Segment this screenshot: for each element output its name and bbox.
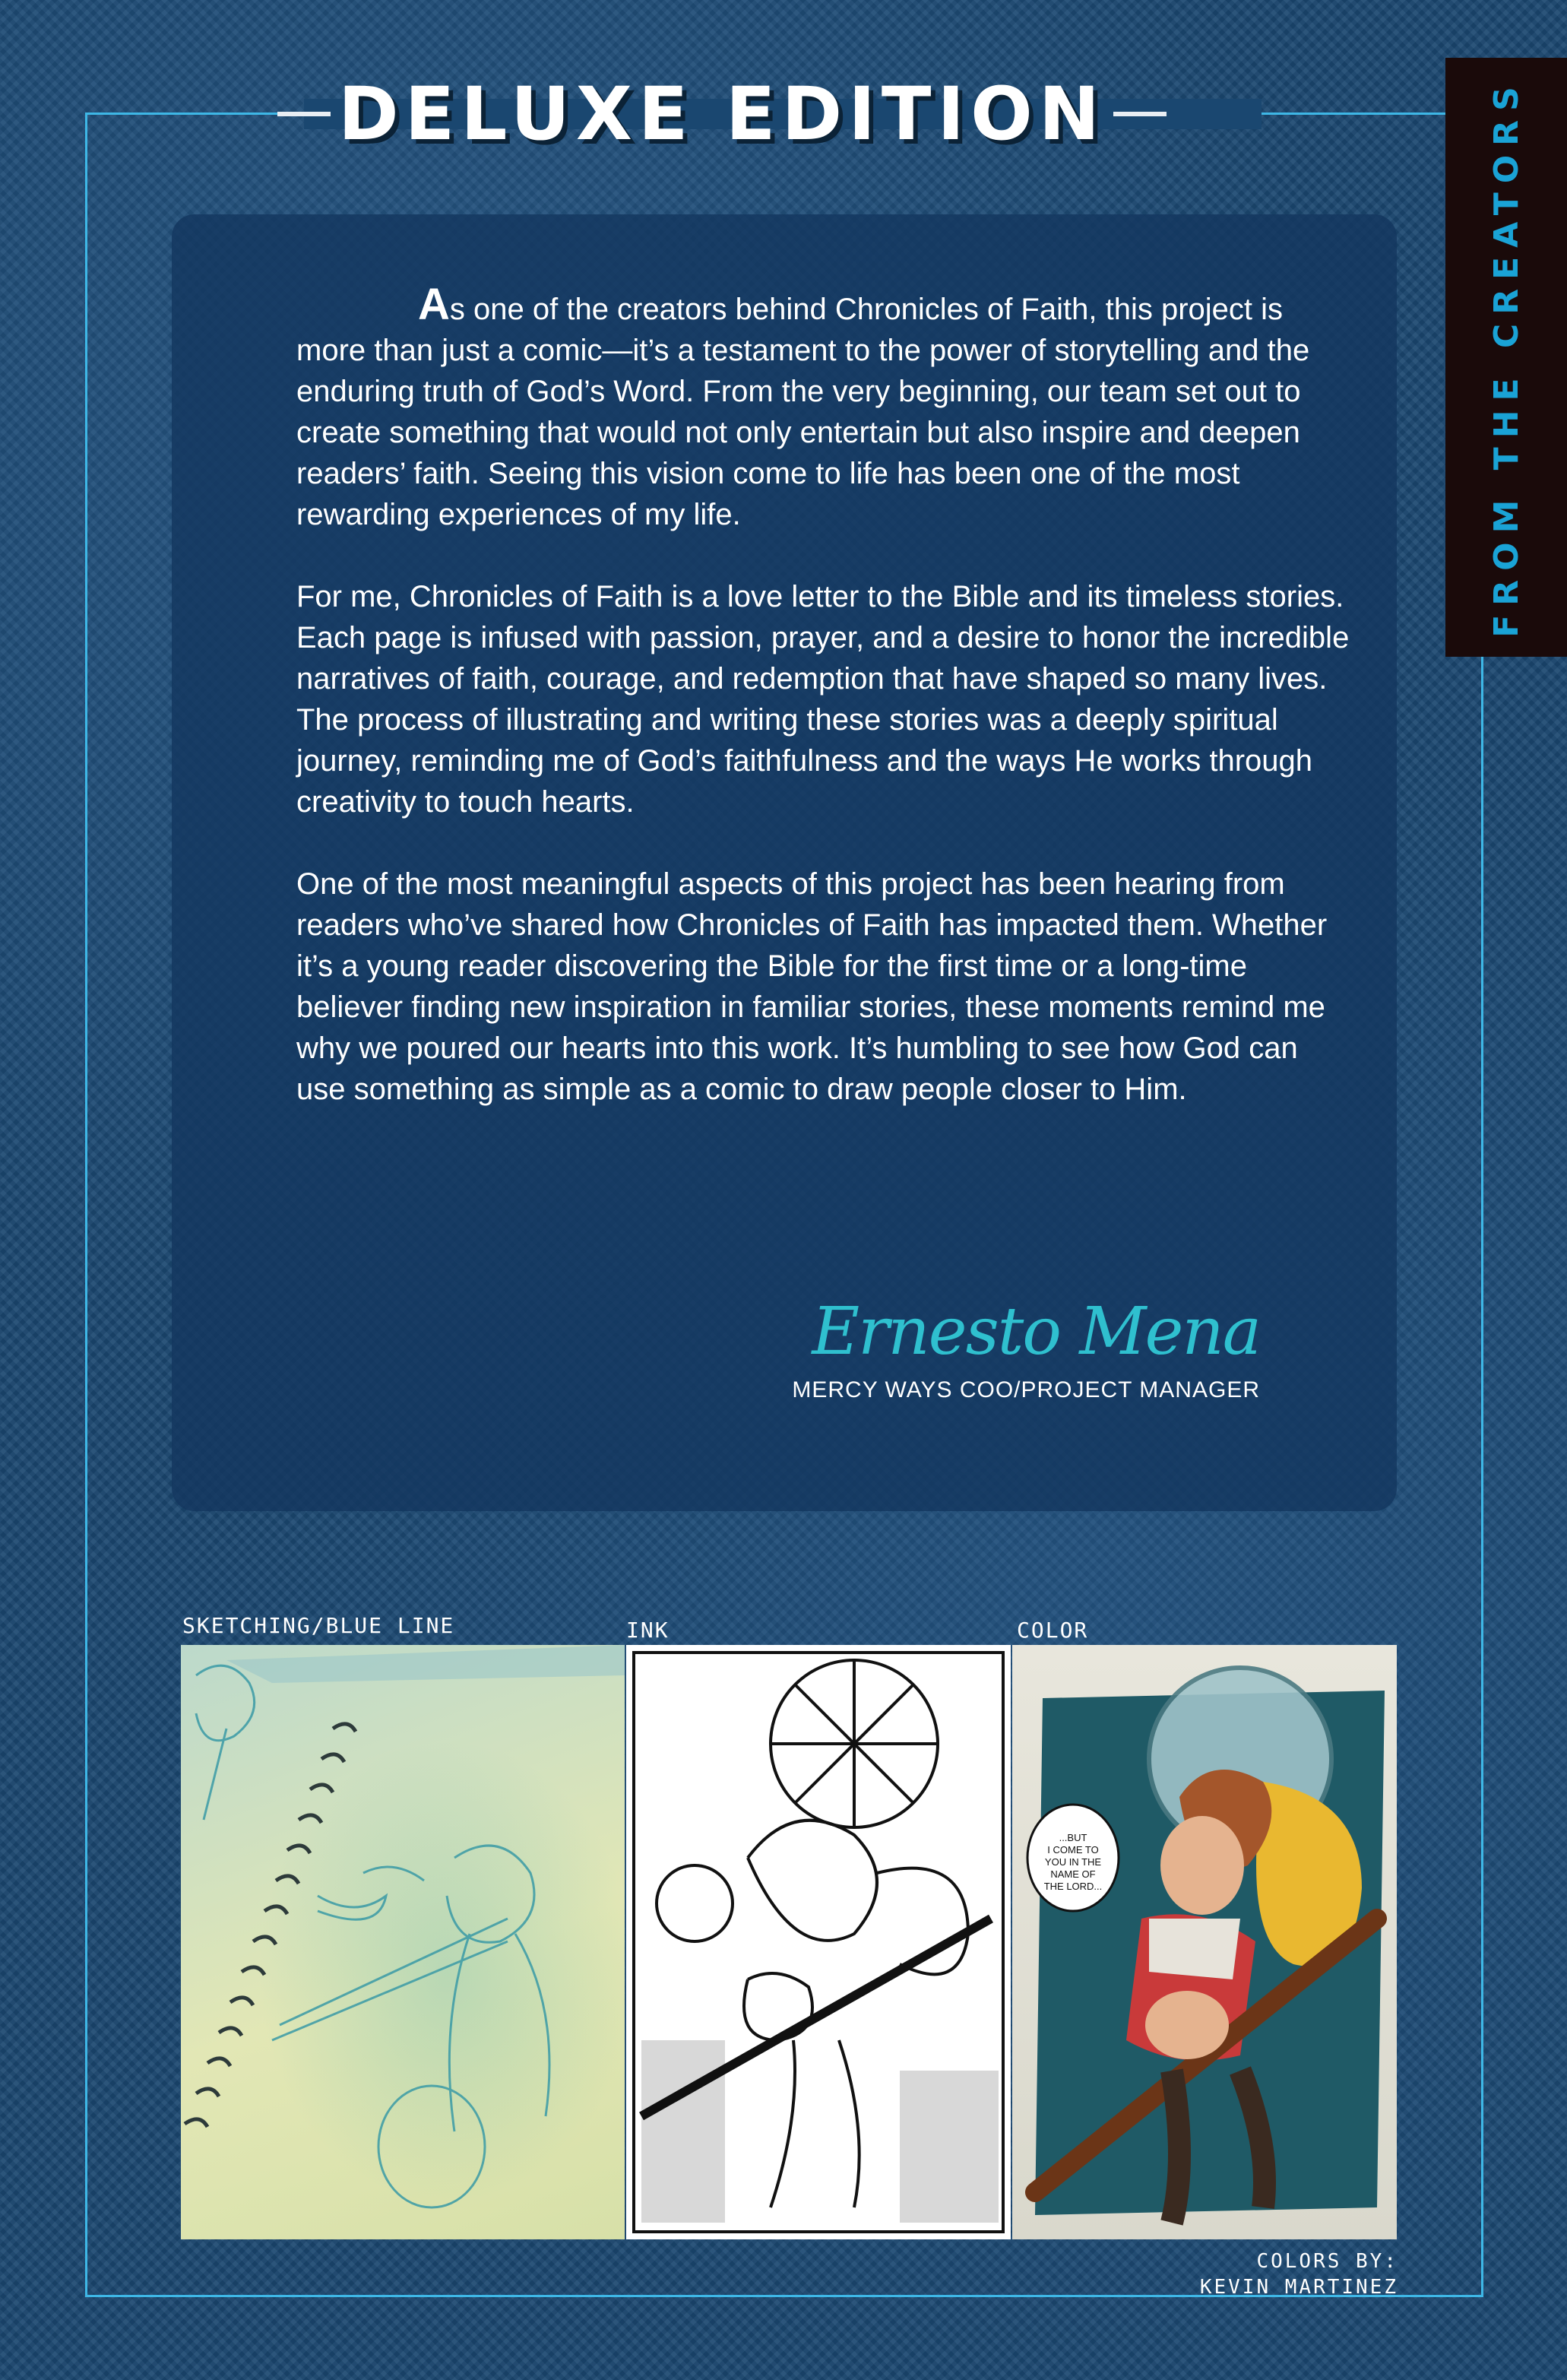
side-tab xyxy=(1445,58,1567,657)
signature: Ernesto Mena xyxy=(812,1294,1260,1370)
ink-artwork xyxy=(626,1645,1011,2239)
title-rule-right xyxy=(1113,112,1167,116)
title-band xyxy=(0,61,1444,167)
sketch-artwork xyxy=(181,1645,625,2239)
signature-caption: MERCY WAYS COO/PROJECT MANAGER xyxy=(792,1377,1260,1402)
letter-body xyxy=(296,280,1353,1151)
credits-line-1: COLORS BY: xyxy=(1256,2250,1398,2273)
speech-bubble-text: ...BUT I COME TO YOU IN THE NAME OF THE LORD... xyxy=(1043,1832,1103,1892)
letter-panel xyxy=(172,214,1397,1511)
credits-line-2: KEVIN MARTINEZ xyxy=(1199,2276,1398,2299)
letter-paragraph-3: One of the most meaningful aspects of this project has been hearing from readers who’ve shared how Chronicles of Faith has impacted them. Whether it’s a young reader discovering the Bible for the first time or a long-time believer finding new inspiration in familiar stories, these moments remind me why we poured our hearts into this work. It’s humbling to see how God can use something as simple as a comic to draw people closer to Him. xyxy=(296,867,1328,1106)
color-artwork xyxy=(1012,1645,1397,2239)
ink-illustration xyxy=(626,1645,1011,2239)
letter-paragraph-1-text: s one of the creators behind Chronicles of Faith, this project is more than just a comic—it’s a testament to the power of storytelling and the enduring truth of God’s Word. From the very beginning, our team set out to create something that would not only entertain but also inspire and deepen readers’ faith. Seeing this vision come to life has been one of the most rewarding experiences of my life. xyxy=(296,293,1310,531)
label-ink: INK xyxy=(626,1618,670,1643)
color-credits xyxy=(1200,2248,1398,2300)
title-rule-left xyxy=(277,112,331,116)
drop-cap: A xyxy=(418,280,450,329)
side-tab-label: FROM THE CREATORS xyxy=(1486,77,1526,638)
letter-paragraph-1 xyxy=(296,280,1353,535)
label-sketching: SKETCHING/BLUE LINE xyxy=(182,1613,455,1638)
label-color: COLOR xyxy=(1017,1618,1089,1643)
notebook-spiral xyxy=(185,1724,356,2127)
letter-paragraph-2: For me, Chronicles of Faith is a love letter to the Bible and its timeless stories. Each page is infused with passion, prayer, and a desire to honor the incredible narratives of faith, courage, and redemption that have shaped so many lives. The process of illustrating and writing these stories was a deeply spiritual journey, reminding me of God’s faithfulness and the ways He works through creativity to touch hearts. xyxy=(296,580,1350,819)
page-title: DELUXE EDITION xyxy=(337,71,1106,157)
sketch-illustration xyxy=(181,1645,625,2239)
pencil-figure xyxy=(196,1665,549,2207)
color-illustration xyxy=(1012,1645,1397,2239)
